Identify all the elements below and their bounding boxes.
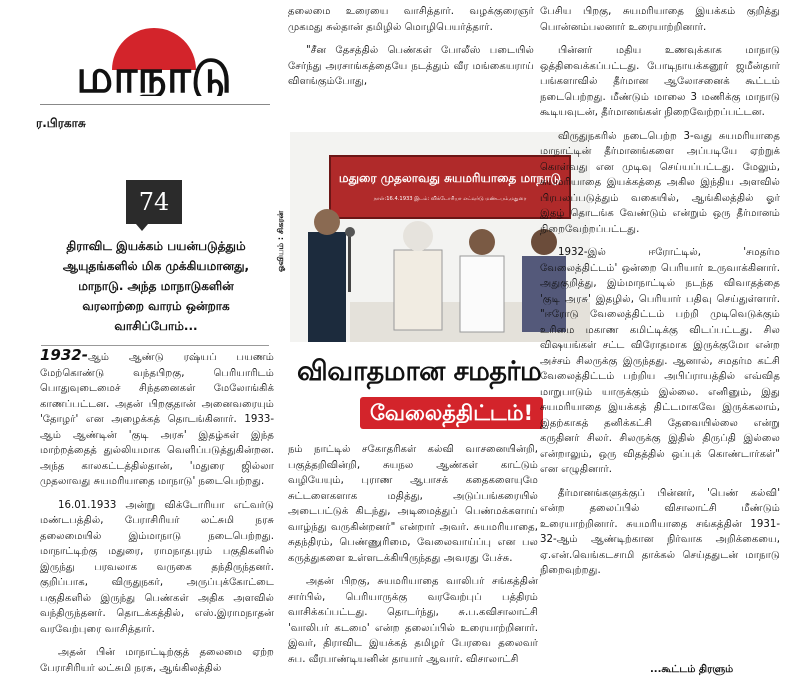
paragraph: அதன் பிறகு, சுயமரியாதை வாலிபர் சங்கத்தின் சார்பில், பெரியாருக்கு வரவேற்புப் பத்திரம் வாசிக்கப்பட்டது. தொடர்ந்து, சு.ப.கவிசாலாட்சி 'வாலிபர் கடமை' என்ற தலைப்பில் உரையாற்றினார். இவர், திராவிட இயக்கத் தமிழர் பேரவை தலைவர் சுப. வீரபாண்டியனின் தாயார் ஆவார். விசாலாட்சி xyxy=(288,576,538,665)
divider xyxy=(40,104,270,105)
illustration-credit: ஓவியம் : சிகரன் xyxy=(276,210,285,272)
masthead-logo xyxy=(34,8,274,96)
continued-note: ...கூட்டம் திரளும் xyxy=(650,664,734,675)
headline: விவாதமான சமதர்ம xyxy=(297,356,542,387)
paragraph: பின்னர் மதிய உணவுக்காக மாநாடு ஒத்திவைக்கப்பட்டது. போடிநாயக்கனூர் ஜமீன்தார் பங்களாவில் தீர்மான ஆலோசனைக் கூட்டம் நடைபெற்றது. மீண்டும் மாலை 3 மணிக்கு மாநாடு கூடியவுடன், தீர்மானங்கள் நிறைவேற்றப்பட்டன. xyxy=(540,45,780,118)
paragraph: தலைமை உரையை வாசித்தார். வழக்குரைஞர் முகமது சுல்தான் தமிழில் மொழிபெயர்த்தார். xyxy=(288,6,534,33)
article-column-2-top xyxy=(288,4,534,98)
intro-blurb: திராவிட இயக்கம் பயன்படுத்தும் ஆயுதங்களில் மிக முக்கியமானது, மாநாடு. அந்த மாநாடுகளின் வரலாற்றை வாரம் ஒன்றாக வாசிப்போம்... xyxy=(62,239,250,333)
article-column-2 xyxy=(288,442,538,675)
paragraph: 16.01.1933 அன்று விக்டோரியா எட்வர்டு மண்டபத்தில், பேராசிரியர் லட்சுமி நரசு தலைமையில் இம்மாநாடு நடைபெற்றது. மாநாட்டிற்கு மதுரை, ராமநாதபுரம் பகுதிகளில் இருந்து பரவலாக வருகை தந்திருந்தனர். குறிப்பாக, விருதுநகர், அருப்புக்கோட்டை பகுதிகளில் இருந்து பெண்கள் அதிக அளவில் வந்திருந்தனர். தொடக்கத்தில், எஸ்.இராமநாதன் வரவேற்புரை வாசித்தார். xyxy=(40,499,274,635)
paragraph: விருதுநகரில் நடைபெற்ற 3-வது சுயமரியாதை மாநாட்டின் தீர்மானங்களை அப்படியே ஏற்றுக் கொள்வது என முடிவு செய்யப்பட்டது. மேலும், சுயமரியாதை இயக்கத்தை அகில இந்திய அளவில் பிரபலப்படுத்தும் வகையில், ஆங்கிலத்தில் ஓர் இதழ் தொடங்க வேண்டும் என்றும் ஒரு தீர்மானம் நிறைவேற்றப்பட்டது. xyxy=(540,130,780,235)
paragraph: பேசிய பிறகு, சுயமரியாதை இயக்கம் குறித்து பொன்னம்பலனார் உரையாற்றினார். xyxy=(540,6,780,33)
episode-badge: 74 xyxy=(126,180,182,224)
paragraph: நம் நாட்டில் சகோதரிகள் கல்வி வாசனையின்றி, பகுத்தறிவின்றி, சுயநல ஆண்கள் காட்டும் வழியேயும், புராண ஆபாசக் கதைகளையுமே சுட்டளைகளாக மதித்து, அடுப்பங்கரையில் அடைபட்டுக் கிடந்து, அடிமைத்துப் பெண்மக்களாய் வாழ்ந்து வருகின்றனர்" என்றார் அவர். சுயமரியாதை, சுதந்திரம், பெண்ணுரிமை, வேலைவாய்ப்பு என பல கருத்துகளை உள்ளடக்கியிருந்தது அவரது பேச்சு. xyxy=(288,444,538,564)
paragraph: "சீன தேசத்தில் பெண்கள் போலீஸ் படையில் சேர்ந்து அரசாங்கத்தையே நடத்தும் வீர மங்கையராய் விளங்கும்போது, xyxy=(288,45,534,87)
logo-text: மாநாடு xyxy=(76,49,232,96)
paragraph: 1932-ஆம் ஆண்டு ரஷ்யப் பயணம் மேற்கொண்டு வந்தபிறகு, பெரியாரிடம் பொதுவுடைமைச் சிந்தனைகள் மேலோங்கிக் காணப்பட்டன. அதன் பிறகுதான் அனைவரையும் 'தோழர்' என அழைக்கத் தொடங்கினார். 1933-ஆம் ஆண்டின் 'குடி அரசு' இதழ்கள் இந்த மாற்றத்தைத் துல்லியமாக வெளிப்படுத்துகின்றன. அந்த காலகட்டத்தில்தான், 'மதுரை ஜில்லா முதலாவது சுயமரியாதை மாநாடு' நடைபெற்றது. xyxy=(40,346,274,487)
headline-highlight: வேலைத்திட்டம்! xyxy=(360,397,543,429)
author-name: ர.பிரகாசு xyxy=(36,116,86,130)
article-column-3 xyxy=(540,4,780,587)
article-column-1 xyxy=(40,348,274,684)
paragraph: தீர்மானங்களுக்குப் பின்னர், 'பெண் கல்வி' என்ற தலைப்பில் விசாலாட்சி மீண்டும் உரையாற்றினார். சுயமரியாதை சங்கத்தின் 1931-32-ஆம் ஆண்டிற்கான நிர்வாக அறிக்கையை, ஏ.என்.வெங்கடசாமி தாக்கல் செய்ததுடன் மாநாடு நிறைவுற்றது. xyxy=(540,487,780,576)
banner-subtitle: நாள்:16.4.1933 இடம்: விக்டோரியா எட்வர்டு மண்டபம்,மதுரை xyxy=(373,196,527,202)
paragraph: அதன் பின் மாநாட்டிற்குத் தலைமை ஏற்ற பேராசிரியர் லட்சுமி நரசு, ஆங்கிலத்தில் xyxy=(40,647,274,674)
banner-title: மதுரை முதலாவது சுயமரியாதை மாநாடு xyxy=(338,171,562,185)
paragraph: 1932-இல் ஈரோட்டில், 'சமதர்ம வேலைத்திட்டம்' ஒன்றை பெரியார் உருவாக்கினார். அதுகுறித்து, இம்மாநாட்டில் நடந்த விவாதத்தை 'குடி அரசு' இதழில், பெரியார் பதிவு செய்துள்ளார். "ஈரோடு வேலைத்திட்டம் பற்றி முடிவெடுக்கும் உரிமை மகாண கமிட்டிக்கு விடப்பட்டது. சில விஷயங்கள் சட்ட விரோதமாக இருக்குமோ என்ற அச்சம் சிலருக்கு இருந்தது. ஆனால், சமதர்ம கட்சி வேலைத்திட்டம் பற்றிய அபிப்ராயத்தில் எவ்வித மாறுபாடும் யாருக்கும் இல்லை. எனினும், இது சுயமரியாதை இயக்கத் திட்டமாகவே இருக்கலாம், இதற்காகத் தனிக்கட்சி தேவையில்லை என்று கருதினர் சிலர். சிலருக்கு இதில் திருப்தி இல்லை என்றாலும், ஒரு விதத்தில் ஒப்புக் கொண்டார்கள்" என எழுதினார். xyxy=(540,247,780,475)
